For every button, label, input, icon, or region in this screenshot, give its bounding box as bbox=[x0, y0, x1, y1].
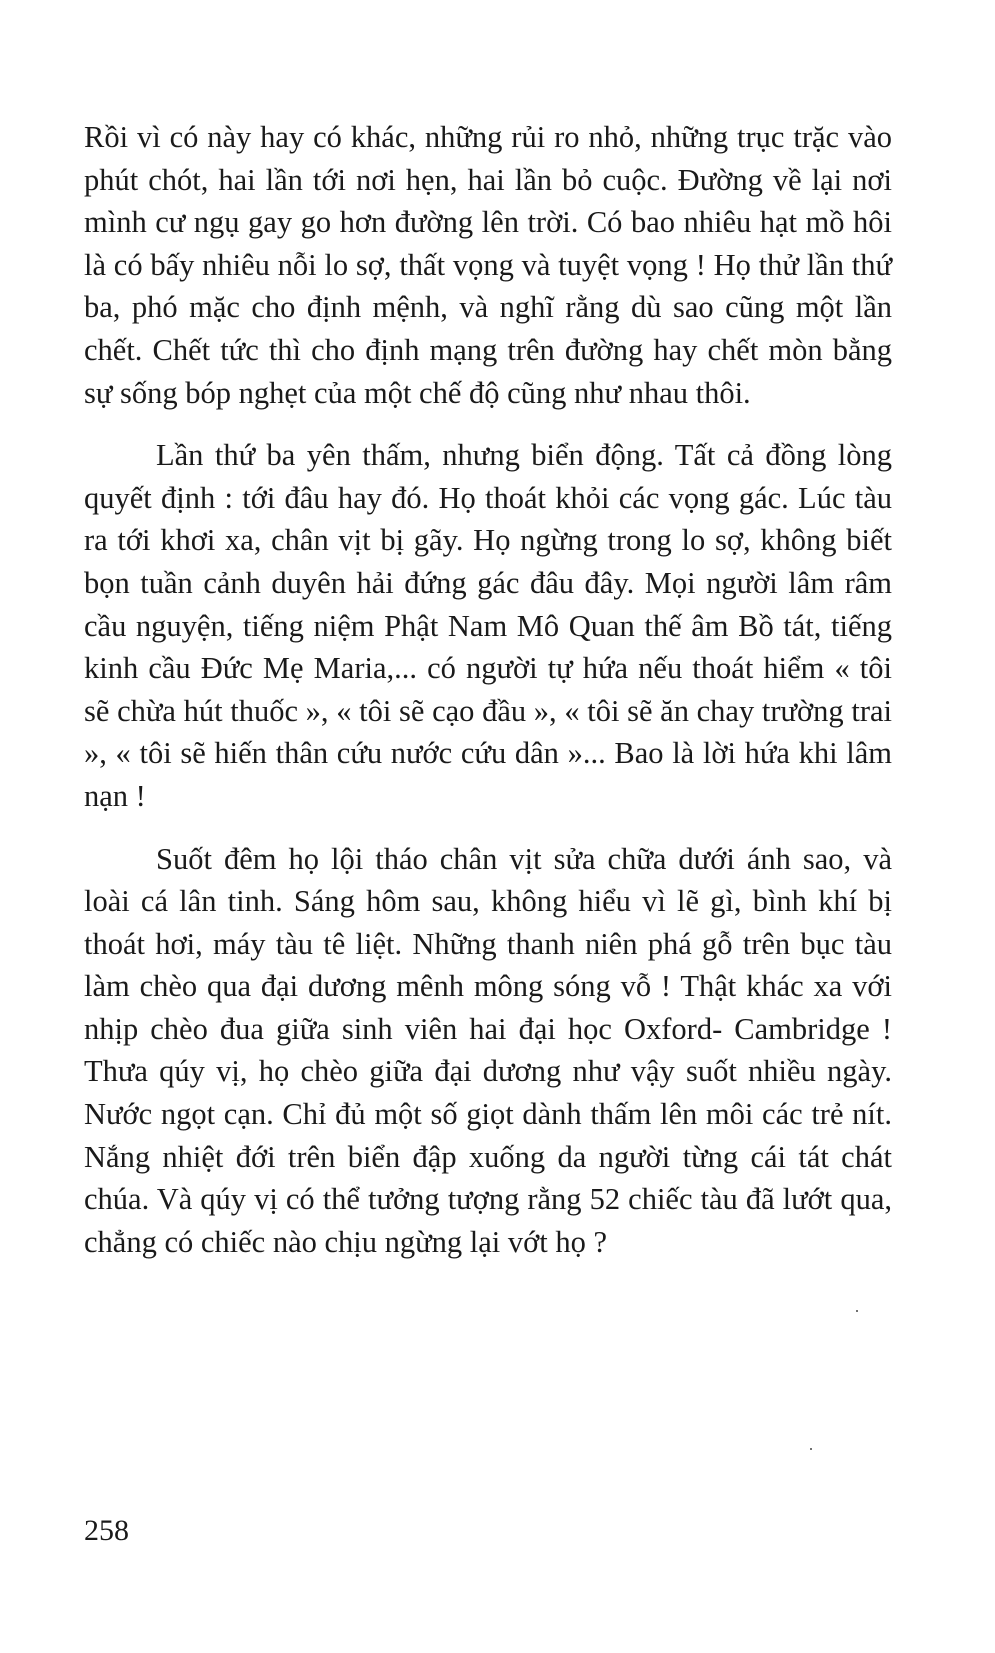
body-text bbox=[84, 116, 892, 1283]
scan-speck bbox=[856, 1310, 858, 1312]
page-number: 258 bbox=[84, 1514, 129, 1547]
scan-speck bbox=[810, 1448, 812, 1450]
paragraph-1: Rồi vì có này hay có khác, những rủi ro nhỏ, những trục trặc vào phút chót, hai lần tới nơi hẹn, hai lần bỏ cuộc. Đường về lại nơi mình cư ngụ gay go hơn đường lên trời. Có bao nhiêu hạt mồ hôi là có bấy nhiêu nỗi lo sợ, thất vọng và tuyệt vọng ! Họ thử lần thứ ba, phó mặc cho định mệnh, và nghĩ rằng dù sao cũng một lần chết. Chết tức thì cho định mạng trên đường hay chết mòn bằng sự sống bóp nghẹt của một chế độ cũng như nhau thôi. bbox=[84, 120, 892, 410]
paragraph-2: Lần thứ ba yên thấm, nhưng biển động. Tất cả đồng lòng quyết định : tới đâu hay đó. Họ thoát khỏi các vọng gác. Lúc tàu ra tới khơi xa, chân vịt bị gãy. Họ ngừng trong lo sợ, không biết bọn tuần cảnh duyên hải đứng gác đâu đây. Mọi người lâm râm cầu nguyện, tiếng niệm Phật Nam Mô Quan thế âm Bồ tát, tiếng kinh cầu Đức Mẹ Maria,... có người tự hứa nếu thoát hiểm « tôi sẽ chừa hút thuốc », « tôi sẽ cạo đầu », « tôi sẽ ăn chay trường trai », « tôi sẽ hiến thân cứu nước cứu dân »... Bao là lời hứa khi lâm nạn ! bbox=[84, 438, 892, 813]
paragraph-3: Suốt đêm họ lội tháo chân vịt sửa chữa dưới ánh sao, và loài cá lân tinh. Sáng hôm sau, không hiểu vì lẽ gì, bình khí bị thoát hơi, máy tàu tê liệt. Những thanh niên phá gỗ trên bục tàu làm chèo qua đại dương mênh mông sóng vỗ ! Thật khác xa với nhịp chèo đua giữa sinh viên hai đại học Oxford- Cambridge ! Thưa qúy vị, họ chèo giữa đại dương như vậy suốt nhiều ngày. Nước ngọt cạn. Chỉ đủ một số giọt dành thấm lên môi các trẻ nít. Nắng nhiệt đới trên biển đập xuống da người từng cái tát chát chúa. Và qúy vị có thể tưởng tượng rằng 52 chiếc tàu đã lướt qua, chẳng có chiếc nào chịu ngừng lại vớt họ ? bbox=[84, 841, 892, 1259]
